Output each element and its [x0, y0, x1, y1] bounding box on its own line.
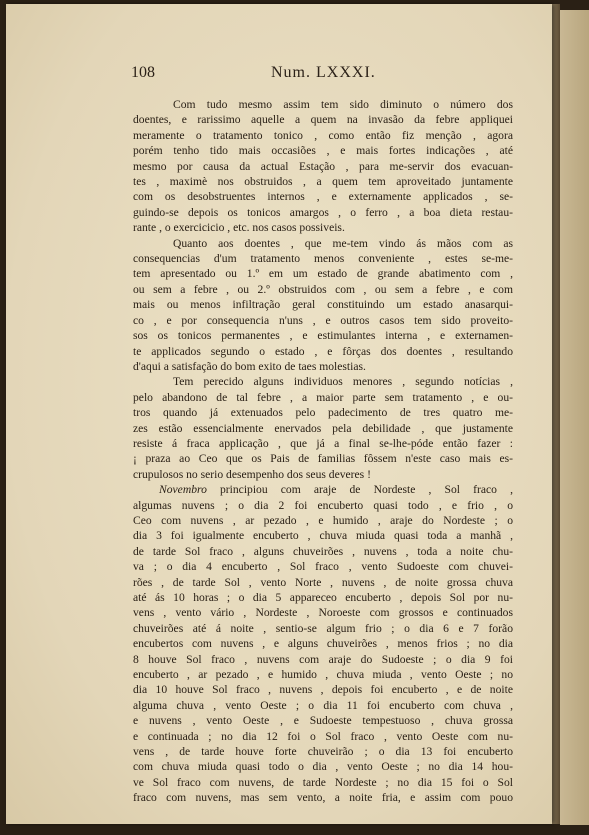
- text-line: vens , de tarde houve forte chuveirão ; o dia 13 foi encuberto: [133, 745, 513, 759]
- text-line: pelo abandono de tal febre , a maior parte sem tratamento , e ou-: [133, 390, 513, 404]
- text-line: e nuvens , vento Oeste , e Sudoeste tempestuoso , chuva grossa: [133, 714, 513, 728]
- text-line: doentes, e rarissimo aquelle a quem na invasão da febre appliquei: [133, 113, 513, 127]
- text-line: fraco com nuvens, mas sem vento, a noite fria, e assim com pouo: [133, 791, 513, 805]
- text-line: ¡ praza ao Ceo que os Pais de familias fôssem n'este caso mais es-: [133, 452, 513, 466]
- text-line: até ás 10 horas ; o dia 5 appareceo encuberto , depois Sol por nu-: [133, 591, 513, 604]
- text-line: vens , vento vário , Nordeste , Noroeste com grossos e continuados: [133, 606, 513, 620]
- text-line: dia 3 foi igualmente encuberto , chuva miuda quasi toda a manhã ,: [133, 529, 513, 543]
- text-line: meramente o tratamento tonico , como então fiz menção , agora: [133, 128, 513, 142]
- text-line: sos os tonicos permanentes , e estimulantes interna , e externamen-: [133, 329, 513, 343]
- page-gutter-shadow: [552, 4, 560, 824]
- text-line: algumas nuvens ; o dia 2 foi encuberto quasi todo , e frio , o: [133, 498, 513, 512]
- page-number: 108: [131, 64, 155, 81]
- text-line: crupulosos no serio desempenho dos seus deveres !: [133, 467, 371, 481]
- text-line: co , e por consequencia n'uns , e outros casos tem sido proveito-: [133, 313, 513, 327]
- text-line: d'aqui a satisfação do bom exito de taes molestias.: [133, 359, 366, 373]
- text-line: Tem perecido alguns individuos menores , segundo notícias ,: [173, 375, 513, 389]
- text-line: 8 houve Sol fraco , nuvens com araje do Sudoeste ; o dia 9 foi: [133, 652, 513, 666]
- text-line: ou sem a febre , ou 2.º obstruidos com , ou sem a febre , e com: [133, 282, 513, 296]
- text-line: zes estão essencialmente enervados pela debilidade , que justamente: [133, 421, 513, 435]
- text-line: mais ou menos infiltração geral constituindo um estado anasarqui-: [133, 298, 513, 312]
- text-line: mesmo por causa da actual Estação , para me-servir dos evacuan-: [133, 159, 513, 173]
- text-line: Com tudo mesmo assim tem sido diminuto o número dos: [173, 98, 513, 111]
- page-header: [131, 64, 523, 90]
- text-line: [133, 482, 513, 497]
- text-line: porém tenho tido mais occasiões , e mais fortes indicações , até: [133, 144, 513, 158]
- text-line: com chuva miuda quasi todo o dia , vento Oeste ; no dia 14 hou-: [133, 760, 513, 774]
- text-line: te applicados segundo o estado , e fôrças dos doentes , resultando: [133, 344, 513, 358]
- text-line: Quanto aos doentes , que me-tem vindo ás mãos com as: [173, 236, 513, 250]
- text-line: rante , o exercicicio , etc. nos casos possiveis.: [133, 221, 345, 235]
- text-line: Ceo com nuvens , ar pezado , e humido , araje do Nordeste ; o: [133, 513, 513, 527]
- text-line: consequencias d'um tratamento menos conveniente , estes se-me-: [133, 252, 513, 266]
- text-line: ve Sol fraco com nuvens, de tarde Nordeste ; no dia 15 foi o Sol: [133, 775, 513, 789]
- text-line: resiste á fraca applicação , que já a final se-lhe-póde então fazer :: [133, 436, 513, 450]
- text-line: de tarde Sol fraco , alguns chuveirões , nuvens , toda a noite chu-: [133, 544, 513, 558]
- text-line: va ; o dia 4 encuberto , Sol fraco , vento Sudoeste com chuvei-: [133, 560, 513, 574]
- text-line: dia 10 houve Sol fraco , nuvens , depois foi encuberto , e de noite: [133, 683, 513, 697]
- text-line-rest: principiou com araje de Nordeste , Sol fraco ,: [220, 483, 513, 497]
- facing-page-edge: [560, 10, 589, 825]
- text-line: chuveirões até á noite , sentio-se algum frio ; o dia 6 e 7 forão: [133, 621, 513, 635]
- text-line: alguma chuva , vento Oeste ; o dia 11 foi encuberto com chuva ,: [133, 698, 513, 712]
- text-line: tros quando já extenuados pelo padecimento de tres quatro me-: [133, 406, 513, 420]
- running-title: Num. LXXXI.: [271, 64, 376, 81]
- text-line: e continuada ; no dia 12 foi o Sol fraco , vento Oeste com nu-: [133, 729, 513, 743]
- text-line: guindo-se depois os tonicos amargos , o ferro , a boa dieta restau-: [133, 205, 513, 219]
- text-line: com os desobstruentes internos , e externamente applicados , se-: [133, 190, 513, 204]
- body-text: [133, 97, 513, 806]
- text-line: tes , maximè nos obstruidos , a quem tem aproveitado juntamente: [133, 175, 513, 189]
- text-line: encubertos com nuvens , e alguns chuveirões , menos frios ; no dia: [133, 637, 513, 651]
- text-line: encuberto , ar pezado , e humido , chuva miuda , vento Oeste ; no: [133, 668, 513, 682]
- text-line: rões , de tarde Sol , vento Norte , nuvens , de noite grossa chuva: [133, 575, 513, 589]
- text-line: tem apresentado ou 1.º em um estado de grande abatimento com ,: [133, 267, 513, 281]
- month-label: Novembro: [159, 483, 207, 497]
